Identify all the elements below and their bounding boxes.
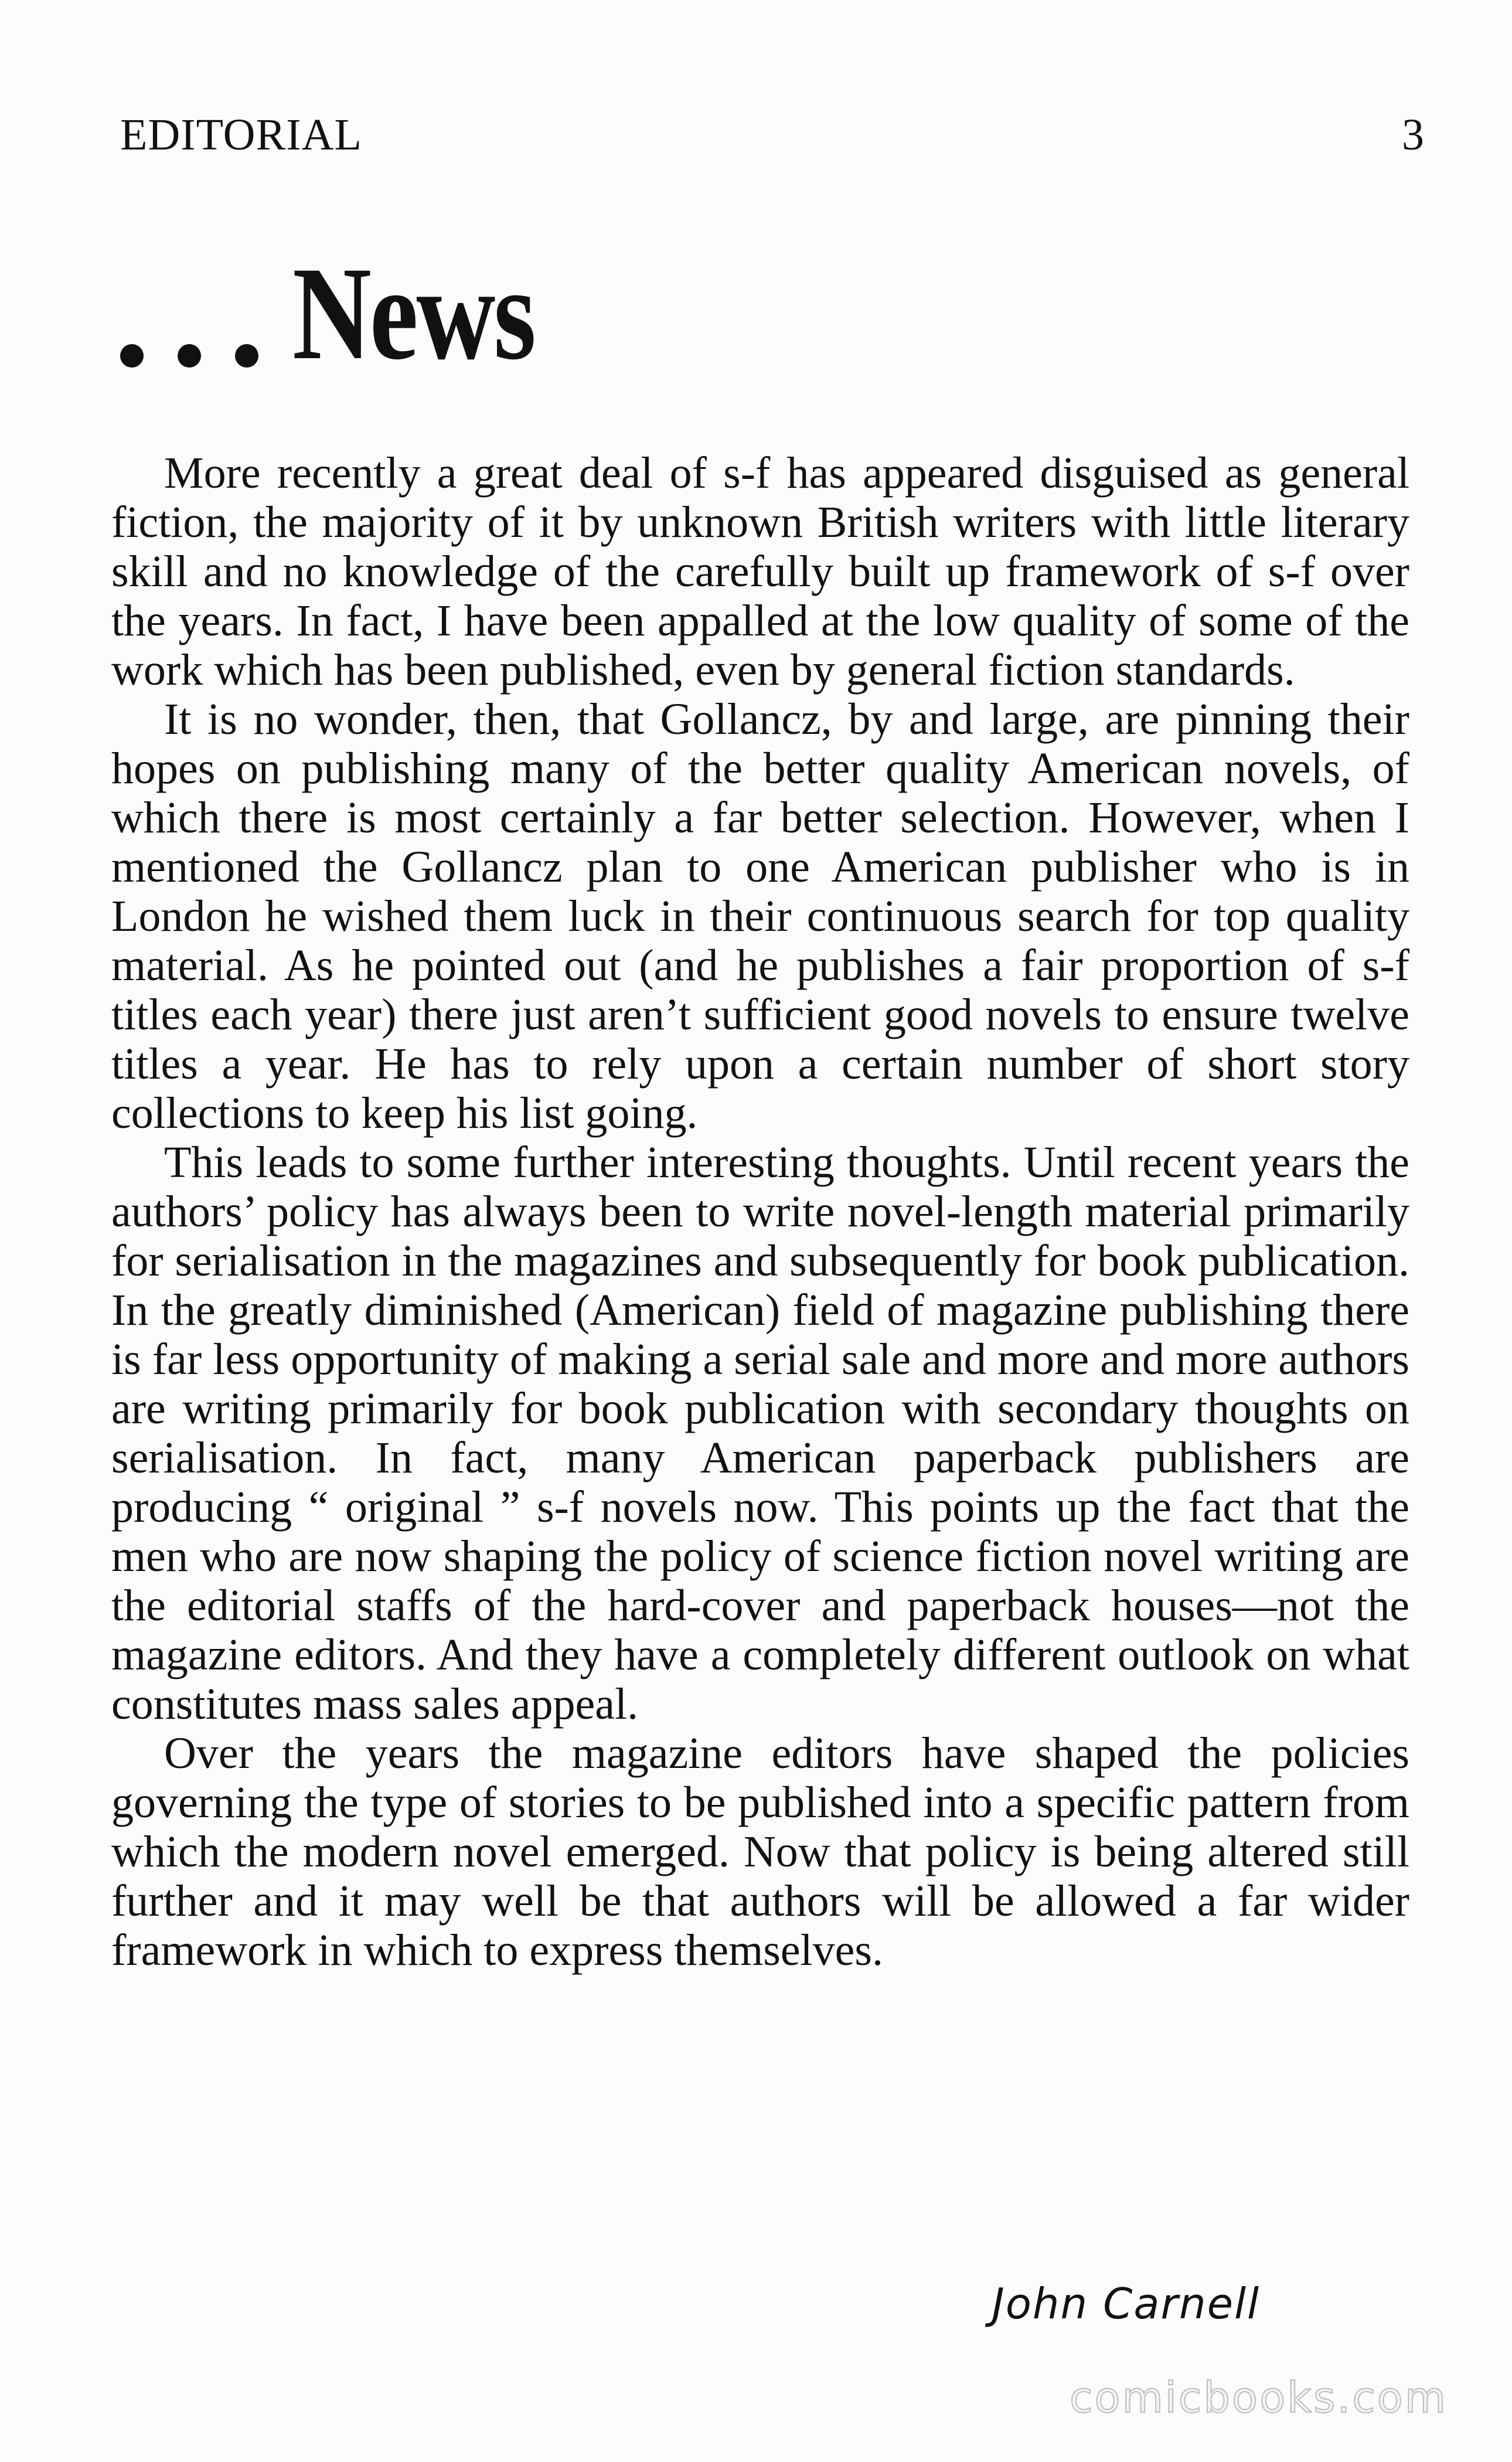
- paragraph: More recently a great deal of s-f has appeared disguised as general fiction, the majority of it by unknown British writers with little literary skill and no knowledge of the carefully built up framework of s-f over the years. In fact, I have been appalled at the low quality of some of the work which has been published, even by general fiction standards.: [111, 448, 1409, 695]
- ellipsis-dots: [120, 344, 258, 372]
- dot-icon: [120, 344, 144, 368]
- watermark: comicbooks.com: [1069, 2373, 1448, 2422]
- paragraph: It is no wonder, then, that Gollancz, by and large, are pinning their hopes on publishing many of the better quality American novels, of which there is most certainly a far better selection. However, when I mentioned the Gollancz plan to one American publisher who is in London he wished them luck in their continuous search for top quality material. As he pointed out (and he publishes a fair proportion of s-f titles each year) there just aren’t sufficient good novels to ensure twelve titles a year. He has to rely upon a certain number of short story collections to keep his list going.: [111, 695, 1409, 1138]
- paragraph: Over the years the magazine editors have shaped the policies governing the type of stories to be published into a specific pattern from which the modern novel emerged. Now that policy is being altered still further and it may well be that authors will be allowed a far wider framework in which to express themselves.: [111, 1729, 1409, 1975]
- dot-icon: [178, 344, 201, 368]
- dot-icon: [235, 344, 258, 368]
- running-header: [120, 108, 1424, 161]
- paragraph: This leads to some further interesting thoughts. Until recent years the authors’ policy has always been to write novel-length material primarily for serialisation in the magazines and subsequently for book publication. In the greatly diminished (American) field of magazine publishing there is far less opportunity of making a serial sale and more and more authors are writing primarily for book publication with secondary thoughts on serialisation. In fact, many American paperback publishers are producing “ original ” s-f novels now. This points up the fact that the men who are now shaping the policy of science fiction novel writing are the editorial staffs of the hard-cover and paperback houses—not the magazine editors. And they have a completely different outlook on what constitutes mass sales appeal.: [111, 1138, 1409, 1729]
- author-signature: John Carnell: [992, 2279, 1260, 2328]
- page-number: 3: [1402, 110, 1424, 159]
- headline-title: News: [292, 240, 534, 387]
- section-label: EDITORIAL: [120, 110, 362, 159]
- article-body: [111, 448, 1409, 1975]
- headline: [120, 240, 587, 387]
